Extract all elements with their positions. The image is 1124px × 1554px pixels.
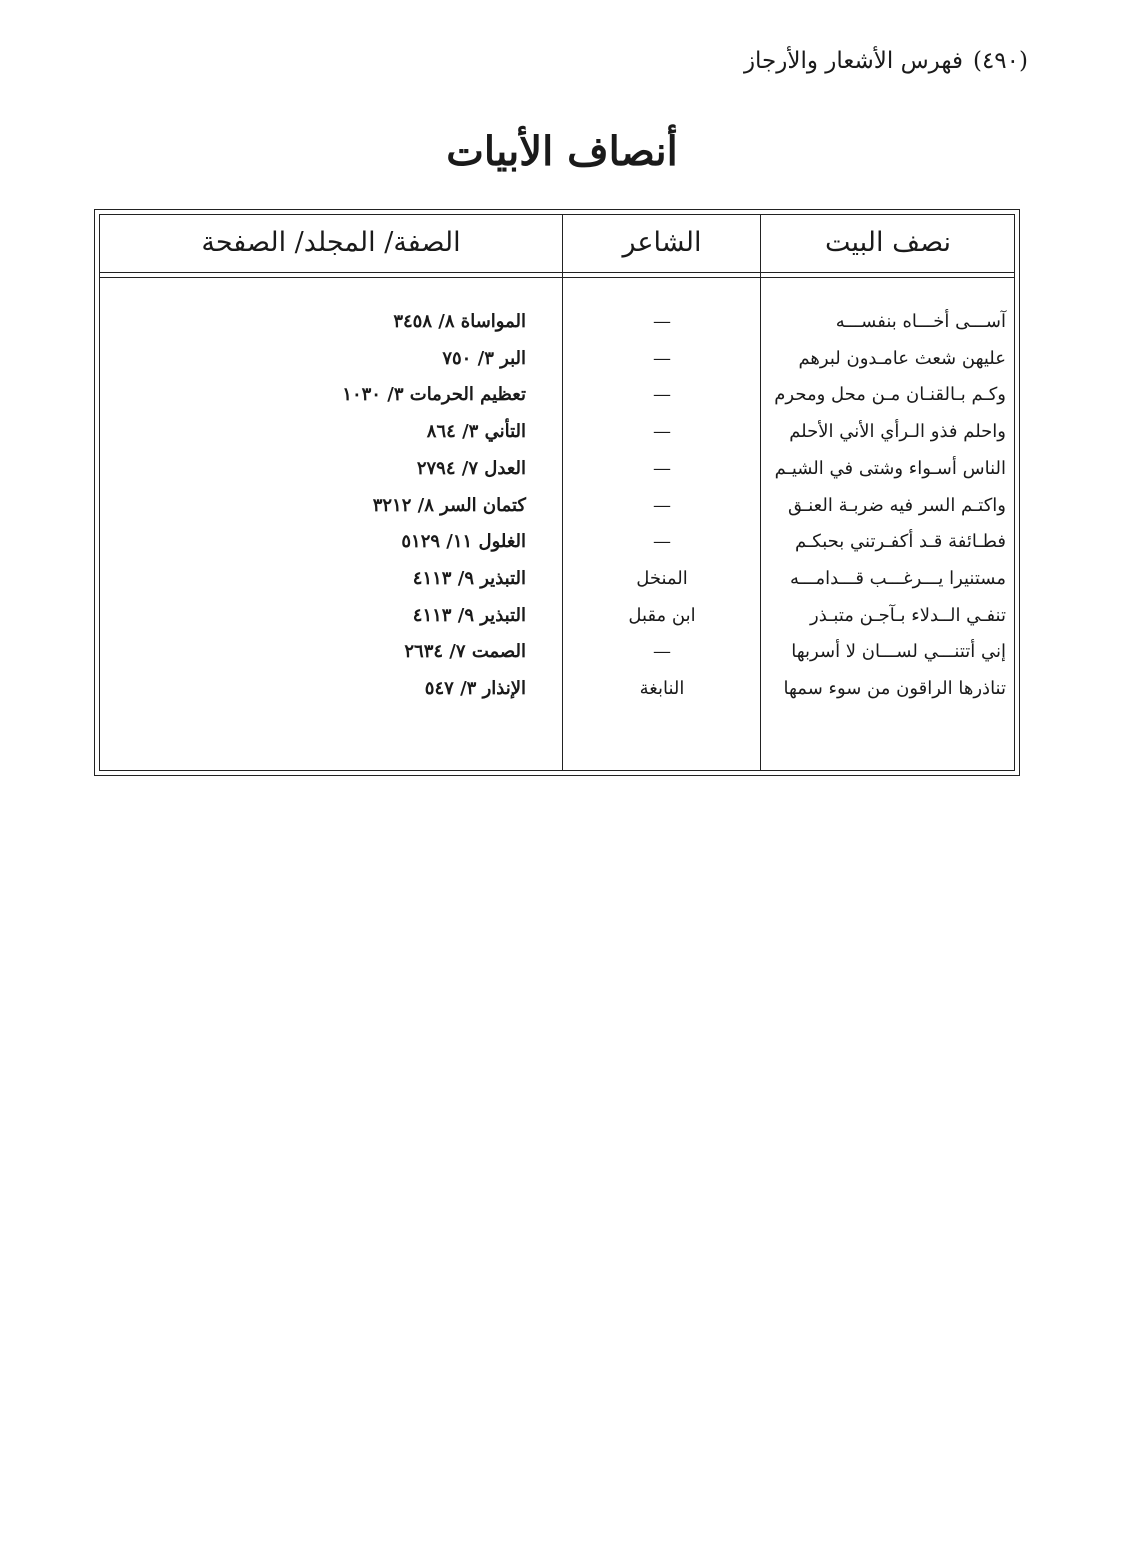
reference-cell: تعظيم الحرمات ٣/ ١٠٣٠ (342, 384, 526, 406)
poet-cell: — (653, 421, 671, 443)
table-row (100, 674, 1014, 711)
table-row (100, 491, 1014, 528)
half-verse-cell: إني أتتنـــي لســـان لا أسربها (791, 641, 1006, 663)
table-row (100, 637, 1014, 674)
half-verse-cell: تناذرها الراقون من سوء سمها (783, 678, 1006, 699)
reference-cell: الإنذار ٣/ ٥٤٧ (424, 678, 526, 699)
page-number: (٤٩٠) (972, 48, 1028, 74)
poet-cell: ابن مقبل (628, 604, 696, 626)
reference-cell: البر ٣/ ٧٥٠ (442, 347, 526, 369)
table-row (100, 564, 1014, 601)
table-row (100, 380, 1014, 417)
reference-cell: كتمان السر ٨/ ٣٢١٢ (372, 494, 526, 516)
poet-cell: — (653, 531, 671, 553)
reference-cell: الغلول ١١/ ٥١٢٩ (401, 531, 526, 553)
poet-cell: — (653, 347, 671, 369)
poet-cell: النابغة (639, 678, 685, 699)
poet-cell: — (653, 641, 671, 663)
poet-cell: — (653, 384, 671, 406)
half-verse-cell: مستنيرا يـــرغـــب قـــدامـــه (789, 567, 1006, 589)
half-verse-cell: آســـى أخـــاه بنفســـه (835, 311, 1006, 332)
table-row (100, 601, 1014, 638)
half-verse-cell: واحلم فذو الـرأي الأني الأحلم (789, 421, 1006, 443)
reference-cell: المواساة ٨/ ٣٤٥٨ (393, 311, 526, 332)
reference-cell: العدل ٧/ ٢٧٩٤ (416, 457, 526, 479)
header-reference: الصفة/ المجلد/ الصفحة (201, 227, 461, 258)
half-verse-cell: واكتـم السر فيه ضربـة العنـق (787, 494, 1006, 516)
index-table-inner (99, 214, 1015, 771)
reference-cell: التأني ٣/ ٨٦٤ (426, 421, 526, 443)
table-row (100, 344, 1014, 381)
page-title: أنصاف الأبيات (446, 128, 678, 175)
header-rule (100, 272, 1014, 278)
poet-cell: — (653, 311, 671, 332)
half-verse-cell: فطـائفة قـد أكفـرتني بحبكـم (795, 531, 1006, 553)
half-verse-cell: تنفـي الــدلاء بـآجـن متبـذر (810, 604, 1006, 626)
table-row (100, 527, 1014, 564)
running-head-section: فهرس الأشعار والأرجاز (743, 48, 963, 74)
reference-cell: التبذير ٩/ ٤١١٣ (412, 567, 526, 589)
index-table (94, 209, 1020, 776)
table-row (100, 417, 1014, 454)
running-head (744, 48, 1028, 74)
half-verse-cell: وكـم بـالقنـان مـن محل ومحرم (774, 384, 1006, 406)
reference-cell: الصمت ٧/ ٢٦٣٤ (404, 641, 526, 663)
table-row (100, 454, 1014, 491)
table-row (100, 307, 1014, 344)
half-verse-cell: الناس أسـواء وشتى في الشيـم (774, 457, 1006, 479)
poet-cell: — (653, 494, 671, 516)
poet-cell: المنخل (636, 567, 688, 589)
reference-cell: التبذير ٩/ ٤١١٣ (412, 604, 526, 626)
header-half-verse: نصف البيت (825, 227, 951, 258)
half-verse-cell: عليهن شعث عامـدون لبرهم (798, 347, 1006, 369)
poet-cell: — (653, 457, 671, 479)
header-poet: الشاعر (622, 227, 702, 258)
